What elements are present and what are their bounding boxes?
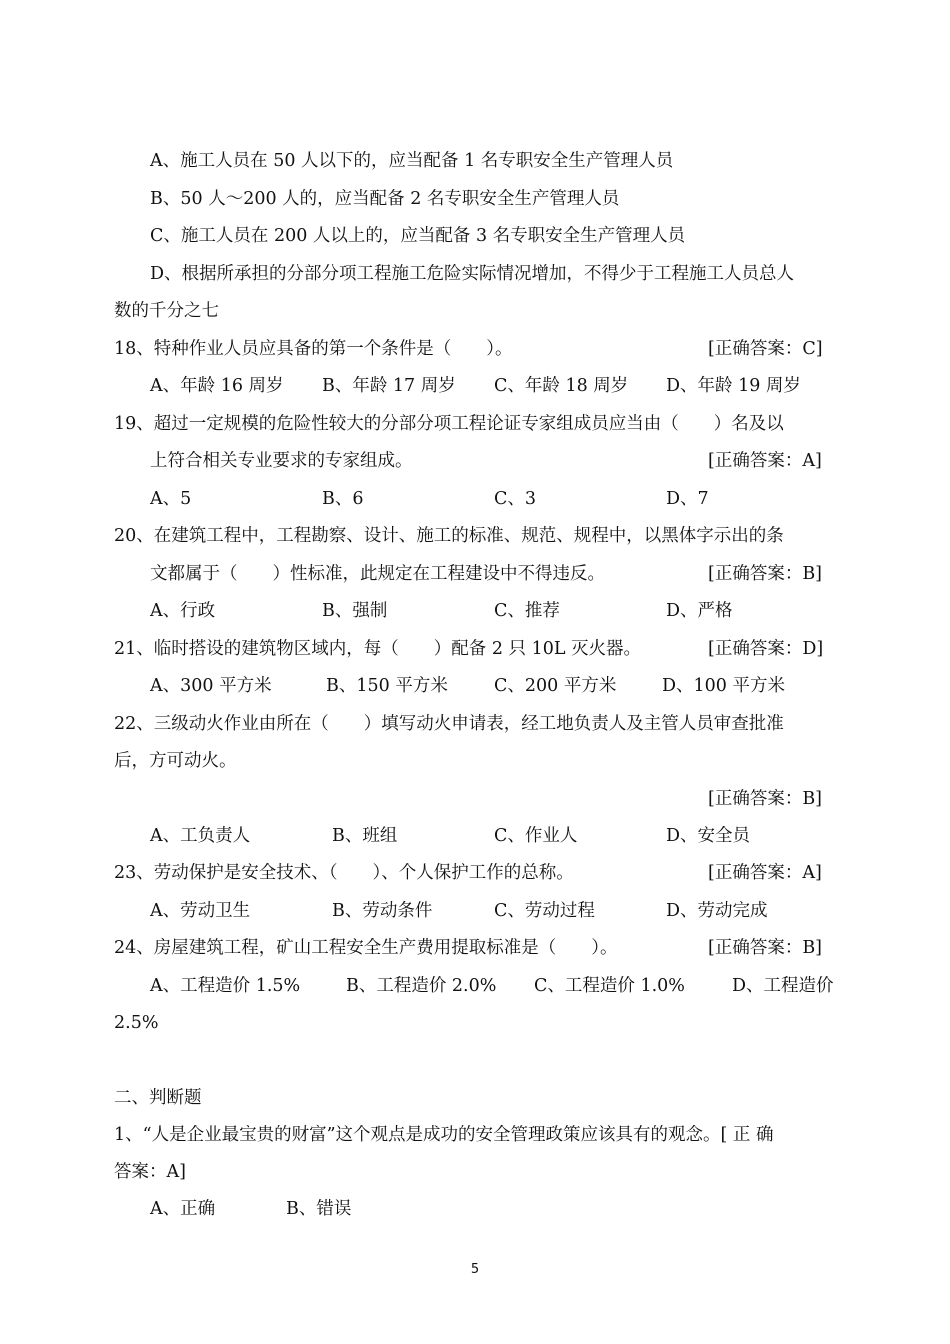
q22-option-c: C、作业人 bbox=[494, 826, 578, 846]
q22-stem: 22、三级动火作业由所在（ ）填写动火申请表，经工地负责人及主管人员审查批准 bbox=[114, 714, 784, 734]
q22-stem-continuation: 后，方可动火。 bbox=[114, 751, 237, 771]
q17-option-d: D、根据所承担的分部分项工程施工危险实际情况增加，不得少于工程施工人员总人 bbox=[150, 264, 795, 284]
q21-option-c: C、200 平方米 bbox=[494, 676, 617, 696]
q20-option-b: B、强制 bbox=[322, 601, 388, 621]
q21-option-d: D、100 平方米 bbox=[662, 676, 785, 696]
q18-stem: 18、特种作业人员应具备的第一个条件是（ ）。 bbox=[114, 339, 513, 359]
q24-option-c: C、工程造价 1.0% bbox=[534, 976, 685, 996]
q19-option-d: D、7 bbox=[666, 489, 709, 509]
q18-option-b: B、年龄 17 周岁 bbox=[322, 376, 456, 396]
q23-option-c: C、劳动过程 bbox=[494, 901, 595, 921]
q19-option-b: B、6 bbox=[322, 489, 364, 509]
q23-answer: [正确答案：A] bbox=[708, 863, 822, 883]
q20-stem-continuation: 文都属于（ ）性标准，此规定在工程建设中不得违反。 bbox=[150, 564, 605, 584]
q22-answer: [正确答案：B] bbox=[708, 789, 823, 809]
q20-option-d: D、严格 bbox=[666, 601, 733, 621]
judgment-q1-option-a: A、正确 bbox=[150, 1199, 216, 1219]
q18-option-c: C、年龄 18 周岁 bbox=[494, 376, 629, 396]
judgment-q1-option-b: B、错误 bbox=[286, 1199, 352, 1219]
q18-option-d: D、年龄 19 周岁 bbox=[666, 376, 801, 396]
q19-stem-continuation: 上符合相关专业要求的专家组成。 bbox=[150, 451, 413, 471]
q22-option-d: D、安全员 bbox=[666, 826, 751, 846]
q18-option-a: A、年龄 16 周岁 bbox=[150, 376, 284, 396]
q24-option-d: D、工程造价 bbox=[732, 976, 834, 996]
q24-option-d-continuation: 2.5% bbox=[114, 1013, 159, 1033]
q20-option-a: A、行政 bbox=[150, 601, 216, 621]
q24-answer: [正确答案：B] bbox=[708, 938, 823, 958]
q17-option-d-continuation: 数的千分之七 bbox=[114, 301, 219, 321]
q21-option-a: A、300 平方米 bbox=[150, 676, 272, 696]
q19-stem: 19、超过一定规模的危险性较大的分部分项工程论证专家组成员应当由（ ）名及以 bbox=[114, 414, 784, 434]
judgment-q1-answer: 答案：A] bbox=[114, 1162, 186, 1182]
q18-answer: [正确答案：C] bbox=[708, 339, 823, 359]
q23-option-a: A、劳动卫生 bbox=[150, 901, 251, 921]
q24-option-b: B、工程造价 2.0% bbox=[346, 976, 497, 996]
q17-option-c: C、施工人员在 200 人以上的，应当配备 3 名专职安全生产管理人员 bbox=[150, 226, 686, 246]
judgment-q1-stem: 1、“人是企业最宝贵的财富”这个观点是成功的安全管理政策应该具有的观念。[ 正 确 bbox=[114, 1125, 774, 1145]
q21-answer: [正确答案：D] bbox=[708, 639, 824, 659]
q19-option-c: C、3 bbox=[494, 489, 537, 509]
q17-option-b: B、50 人～200 人的，应当配备 2 名专职安全生产管理人员 bbox=[150, 189, 620, 209]
q22-option-b: B、班组 bbox=[332, 826, 398, 846]
q22-option-a: A、工负责人 bbox=[150, 826, 251, 846]
q23-stem: 23、劳动保护是安全技术、（ ）、个人保护工作的总称。 bbox=[114, 863, 574, 883]
q17-option-a: A、施工人员在 50 人以下的，应当配备 1 名专职安全生产管理人员 bbox=[150, 151, 674, 171]
q21-option-b: B、150 平方米 bbox=[326, 676, 448, 696]
q19-option-a: A、5 bbox=[150, 489, 192, 509]
q24-option-a: A、工程造价 1.5% bbox=[150, 976, 301, 996]
q20-stem: 20、在建筑工程中，工程勘察、设计、施工的标准、规范、规程中，以黑体字示出的条 bbox=[114, 526, 784, 546]
q24-stem: 24、房屋建筑工程，矿山工程安全生产费用提取标准是（ ）。 bbox=[114, 938, 618, 958]
q21-stem: 21、临时搭设的建筑物区域内，每（ ）配备 2 只 10L 灭火器。 bbox=[114, 639, 642, 659]
q23-option-b: B、劳动条件 bbox=[332, 901, 433, 921]
q20-option-c: C、推荐 bbox=[494, 601, 560, 621]
q19-answer: [正确答案：A] bbox=[708, 451, 822, 471]
q20-answer: [正确答案：B] bbox=[708, 564, 823, 584]
q23-option-d: D、劳动完成 bbox=[666, 901, 768, 921]
page-number: 5 bbox=[470, 1262, 480, 1277]
section-title: 二、判断题 bbox=[114, 1088, 202, 1108]
